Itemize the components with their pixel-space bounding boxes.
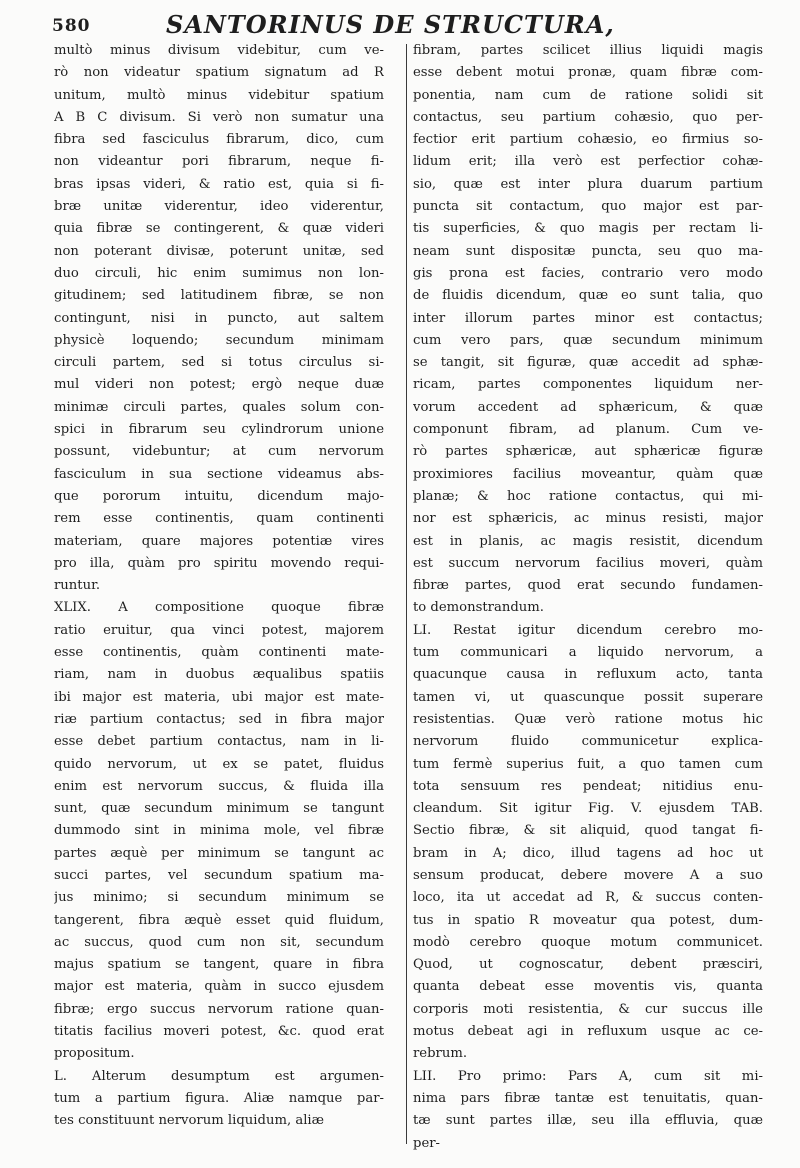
text-line: nima pars fibræ tantæ est tenuitatis, quan-	[413, 1090, 763, 1106]
text-line: bras ipsas videri, & ratio est, quia si fi-	[54, 176, 384, 192]
text-line: major est materia, quàm in succo ejusdem	[54, 979, 384, 995]
text-line: esse continentis, quàm continenti mate-	[54, 645, 384, 661]
text-line: gitudinem; sed latitudinem fibræ, se non	[54, 288, 384, 304]
text-line: tum a partium figura. Aliæ namque par-	[54, 1090, 384, 1106]
text-line: rò non videatur spatium signatum ad R	[54, 65, 384, 81]
text-line: quacunque causa in refluxum acto, tanta	[413, 667, 763, 683]
text-line: neam sunt dispositæ puncta, seu quo ma-	[413, 243, 763, 259]
text-line: loco, ita ut accedat ad R, & succus conten-	[413, 890, 763, 906]
text-line: XLIX. A compositione quoque fibræ	[54, 600, 384, 616]
right-text-column	[413, 40, 763, 1155]
text-line: fibræ; ergo succus nervorum ratione quan-	[54, 1001, 384, 1017]
text-line: materiam, quare majores potentiæ vires	[54, 533, 384, 549]
text-line: quia fibræ se contingerent, & quæ videri	[54, 221, 384, 237]
text-line: tangerent, fibra æquè esset quid fluidum,	[54, 912, 384, 928]
text-line: fibra sed fasciculus fibrarum, dico, cum	[54, 132, 384, 148]
text-line: que pororum intuitu, dicendum majo-	[54, 488, 384, 504]
text-line: ibi major est materia, ubi major est mate-	[54, 689, 384, 705]
text-line: jus minimo; si secundum minimum se	[54, 890, 384, 906]
text-line: est in planis, ac magis resistit, dicendum	[413, 533, 763, 549]
text-line: duo circuli, hic enim sumimus non lon-	[54, 265, 384, 281]
text-line: cum vero pars, quæ secundum minimum	[413, 332, 763, 348]
text-line: corporis moti resistentia, & cur succus ille	[413, 1001, 763, 1017]
text-line: multò minus divisum videbitur, cum ve-	[54, 43, 384, 58]
text-line: rem esse continentis, quam continenti	[54, 511, 384, 527]
text-line: enim est nervorum succus, & fluida illa	[54, 778, 384, 794]
text-line: propositum.	[54, 1046, 135, 1062]
text-line: LI. Restat igitur dicendum cerebro mo-	[413, 622, 763, 638]
text-line: tes constituunt nervorum liquidum, aliæ	[54, 1113, 325, 1129]
text-line: tæ sunt partes illæ, seu illa effluvia, quæ	[413, 1113, 763, 1129]
text-line: fectior erit partium cohæsio, eo firmius so-	[413, 132, 763, 148]
text-line: runtur.	[54, 578, 101, 594]
text-line: tota sensuum res pendeat; nitidius enu-	[413, 778, 763, 794]
text-line: LII. Pro primo: Pars A, cum sit mi-	[413, 1068, 763, 1084]
text-line: lidum erit; illa verò est perfectior cohæ-	[413, 154, 763, 170]
text-line: gis prona est facies, contrario vero modo	[413, 265, 763, 281]
text-line: quanta debeat esse moventis vis, quanta	[413, 979, 763, 995]
text-line: sunt, quæ secundum minimum se tangunt	[54, 801, 384, 817]
text-line: contactus, seu partium cohæsio, quo per-	[413, 109, 763, 125]
text-line: ratio eruitur, qua vinci potest, majorem	[54, 622, 384, 638]
text-line: rebrum.	[413, 1046, 468, 1062]
text-line: A B C divisum. Si verò non sumatur una	[54, 109, 384, 125]
text-line: vorum accedent ad sphæricum, & quæ	[413, 399, 763, 415]
text-line: motus debeat agi in refluxum usque ac ce-	[413, 1024, 763, 1040]
text-line: majus spatium se tangent, quare in fibra	[54, 957, 384, 973]
text-line: contingunt, nisi in puncto, aut saltem	[54, 310, 384, 326]
text-line: fibram, partes scilicet illius liquidi magis	[413, 43, 763, 58]
text-line: se tangit, sit figuræ, quæ accedit ad sphæ-	[413, 355, 763, 371]
text-line: inter illorum partes minor est contactus;	[413, 310, 763, 326]
text-line: rò partes sphæricæ, aut sphæricæ figuræ	[413, 444, 763, 460]
text-line: circuli partem, sed si totus circulus si-	[54, 355, 384, 371]
text-line: unitum, multò minus videbitur spatium	[54, 87, 384, 103]
text-line: titatis facilius moveri potest, &c. quod erat	[54, 1024, 384, 1040]
text-line: de fluidis dicendum, quæ eo sunt talia, quo	[413, 288, 763, 304]
page-header	[48, 6, 788, 38]
text-line: nervorum fluido communicetur explica-	[413, 734, 763, 750]
text-line: planæ; & hoc ratione contactus, qui mi-	[413, 488, 763, 504]
text-line: riam, nam in duobus æqualibus spatiis	[54, 667, 384, 683]
text-line: bræ unitæ viderentur, ideo viderentur,	[54, 199, 384, 215]
text-line: possunt, videbuntur; at cum nervorum	[54, 444, 384, 460]
text-line: fasciculum in sua sectione videamus abs-	[54, 466, 384, 482]
text-line: dummodo sint in minima mole, vel fibræ	[54, 823, 384, 839]
text-line: tus in spatio R moveatur qua potest, dum-	[413, 912, 763, 928]
text-line: non videantur pori fibrarum, neque fi-	[54, 154, 384, 170]
text-line: tis superficies, & quo magis per rectam li-	[413, 221, 763, 237]
text-line: tum communicari a liquido nervorum, a	[413, 645, 763, 661]
text-line: nor est sphæricis, ac minus resisti, major	[413, 511, 763, 527]
text-line: Quod, ut cognoscatur, debent præsciri,	[413, 957, 763, 973]
text-line: physicè loquendo; secundum minimam	[54, 332, 384, 348]
text-line: ricam, partes componentes liquidum ner-	[413, 377, 763, 393]
text-line: Sectio fibræ, & sit aliquid, quod tangat fi-	[413, 823, 763, 839]
text-line: componunt fibram, ad planum. Cum ve-	[413, 422, 763, 438]
page-number: 580	[52, 16, 91, 36]
text-line: cleandum. Sit igitur Fig. V. ejusdem TAB.	[413, 801, 763, 817]
text-line: quido nervorum, ut ex se patet, fluidus	[54, 756, 384, 772]
text-line: riæ partium contactus; sed in fibra major	[54, 711, 384, 727]
text-line: per-	[413, 1135, 441, 1151]
text-line: mul videri non potest; ergò neque duæ	[54, 377, 384, 393]
text-line: ac succus, quod cum non sit, secundum	[54, 934, 384, 950]
text-line: tamen vi, ut quascunque possit superare	[413, 689, 763, 705]
text-line: ponentia, nam cum de ratione solidi sit	[413, 87, 763, 103]
text-line: bram in A; dico, illud tagens ad hoc ut	[413, 845, 763, 861]
text-line: sensum producat, debere movere A a suo	[413, 867, 763, 883]
running-head: SANTORINUS DE STRUCTURA,	[166, 10, 615, 39]
column-divider	[406, 44, 407, 1144]
text-line: non poterant divisæ, poterunt unitæ, sed	[54, 243, 384, 259]
text-line: fibræ partes, quod erat secundo fundamen-	[413, 578, 763, 594]
text-line: succi partes, vel secundum spatium ma-	[54, 867, 384, 883]
text-line: proximiores facilius moveantur, quàm quæ	[413, 466, 763, 482]
text-line: puncta sit contactum, quo major est par-	[413, 199, 763, 215]
text-line: spici in fibrarum seu cylindrorum unione	[54, 422, 384, 438]
text-line: tum fermè superius fuit, a quo tamen cum	[413, 756, 763, 772]
text-line: resistentias. Quæ verò ratione motus hic	[413, 711, 763, 727]
text-line: esse debet partium contactus, nam in li-	[54, 734, 384, 750]
text-line: L. Alterum desumptum est argumen-	[54, 1068, 384, 1084]
text-line: partes æquè per minimum se tangunt ac	[54, 845, 384, 861]
text-line: to demonstrandum.	[413, 600, 544, 616]
text-line: sio, quæ est inter plura duarum partium	[413, 176, 763, 192]
text-line: est succum nervorum facilius moveri, quàm	[413, 555, 763, 571]
text-line: esse debent motui pronæ, quam fibræ com-	[413, 65, 763, 81]
text-line: minimæ circuli partes, quales solum con-	[54, 399, 384, 415]
text-line: pro illa, quàm pro spiritu movendo requi-	[54, 555, 384, 571]
text-line: modò cerebro quoque motum communicet.	[413, 934, 763, 950]
left-text-column	[54, 40, 384, 1133]
